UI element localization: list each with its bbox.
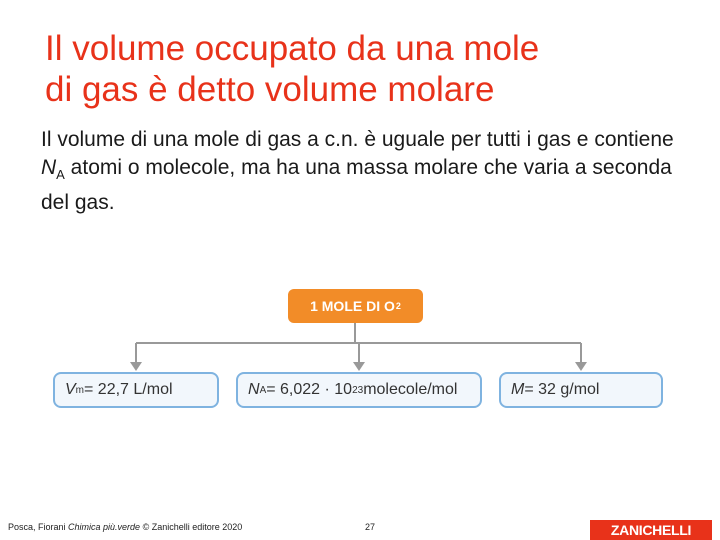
footer-credit xyxy=(8,522,242,532)
credit-publisher: © Zanichelli editore 2020 xyxy=(140,522,243,532)
avogadro-leaf-subscript: A xyxy=(259,384,267,396)
publisher-logo: ZANICHELLI xyxy=(590,520,712,540)
body-text-start: Il volume di una mole di gas a c.n. è uguale per tutti i gas e contiene xyxy=(41,128,674,151)
avogadro-leaf-unit: molecole/mol xyxy=(363,381,458,398)
leaf-molar-mass xyxy=(499,372,663,408)
arrowhead-center xyxy=(353,362,365,371)
arrowhead-right xyxy=(575,362,587,371)
root-node-subscript: 2 xyxy=(395,301,401,311)
root-node-label: 1 MOLE DI O xyxy=(310,298,395,314)
credit-authors: Posca, Fiorani xyxy=(8,522,69,532)
title-line-1: Il volume occupato da una mole xyxy=(45,29,540,68)
molar-mass-value: = 32 g/mol xyxy=(524,381,600,398)
leaf-avogadro-number xyxy=(236,372,482,408)
avogadro-symbol: N xyxy=(41,156,57,179)
avogadro-subscript: A xyxy=(56,167,65,182)
title-line-2: di gas è detto volume molare xyxy=(45,70,495,109)
avogadro-leaf-exponent: 23 xyxy=(352,384,364,396)
avogadro-leaf-symbol: N xyxy=(248,381,260,398)
arrowhead-left xyxy=(130,362,142,371)
body-text-end: atomi o molecole, ma ha una massa molare che varia a seconda del gas. xyxy=(41,156,672,214)
leaf-molar-volume xyxy=(53,372,219,408)
avogadro-leaf-mantissa: = 6,022 · 10 xyxy=(266,381,353,398)
molar-volume-symbol: V xyxy=(65,381,76,398)
page-number: 27 xyxy=(365,522,376,532)
root-node-one-mole-o2 xyxy=(288,289,423,323)
molar-volume-value: = 22,7 L/mol xyxy=(84,381,173,398)
molar-mass-symbol: M xyxy=(511,381,525,398)
credit-book-title: Chimica più.verde xyxy=(68,522,141,532)
molar-volume-subscript: m xyxy=(75,384,85,396)
